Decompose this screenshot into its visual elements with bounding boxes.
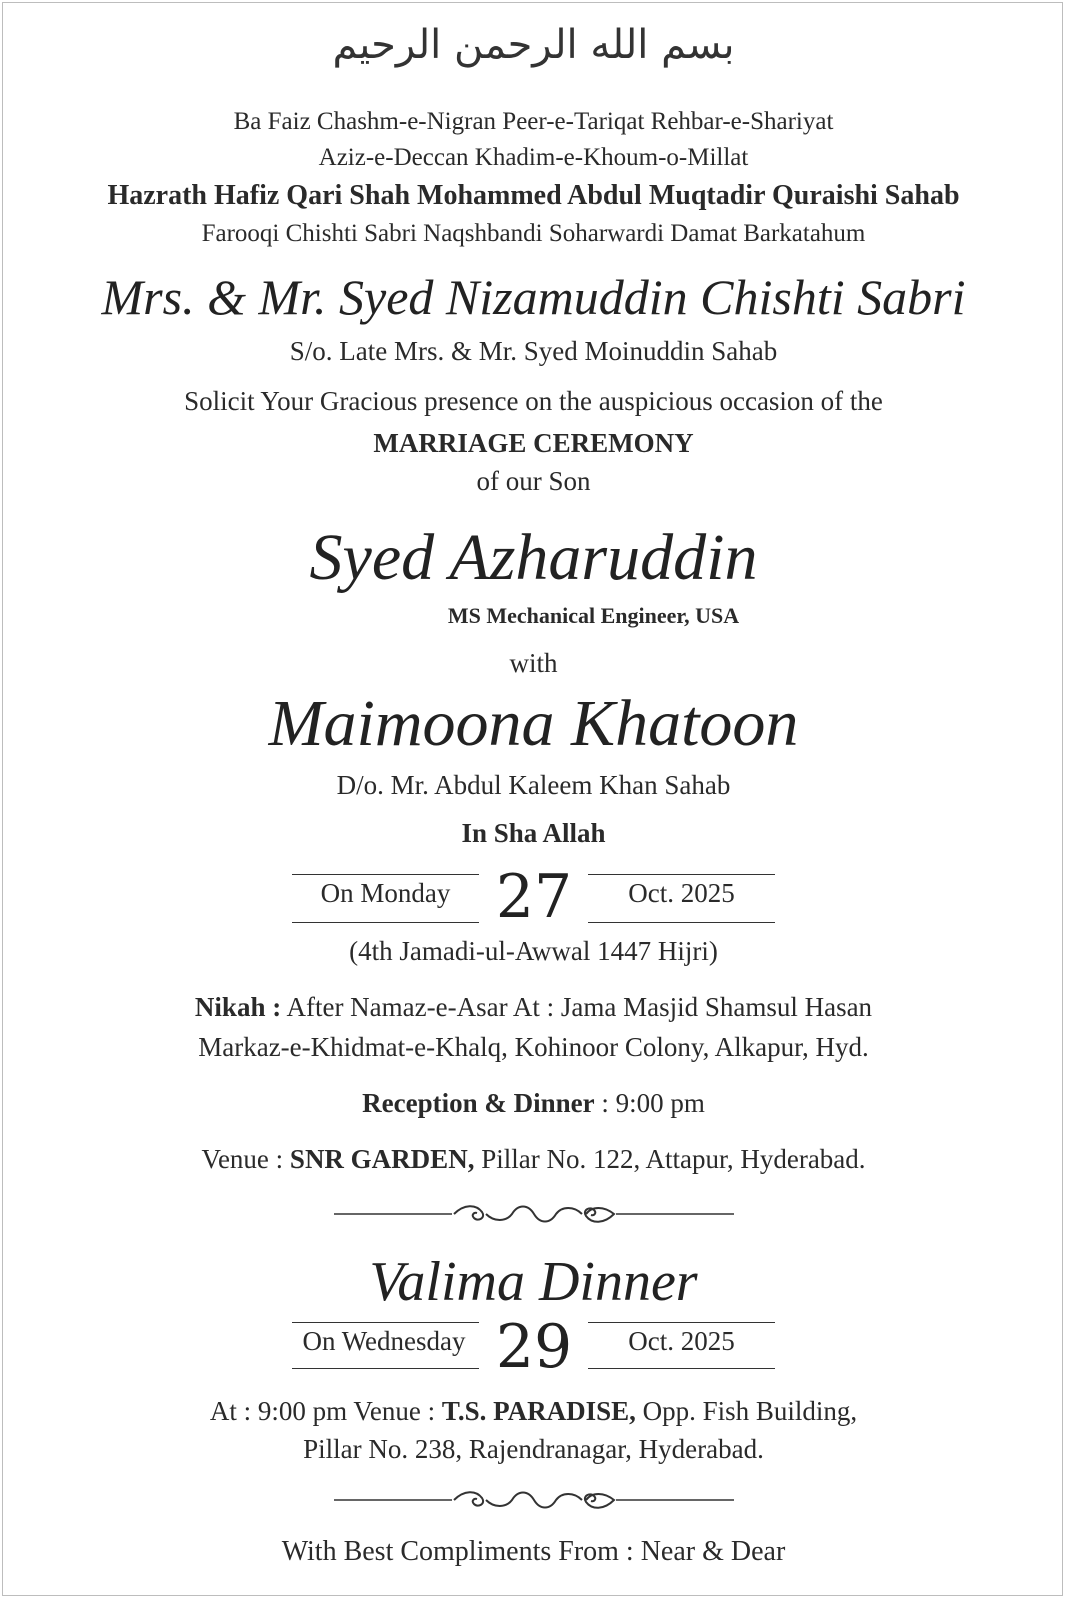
header-line-4: Farooqi Chishti Sabri Naqshbandi Soharwardi Damat Barkatahum [201, 220, 866, 247]
nikah-detail-1: After Namaz-e-Asar At : Jama Masjid Shamsul Hasan [286, 992, 873, 1022]
valima-rule-top-right [588, 1322, 775, 1323]
footer-compliments: With Best Compliments From : Near & Dear [281, 1536, 786, 1567]
date-rule-top-right [588, 874, 775, 875]
wedding-date-number: 27 [495, 862, 573, 932]
valima-month-year: Oct. 2025 [628, 1326, 735, 1356]
date-rule-bottom-left [292, 922, 479, 923]
venue-address: Pillar No. 122, Attapur, Hyderabad. [474, 1144, 866, 1174]
bride-name: Maimoona Khatoon [268, 687, 799, 760]
header-line-1: Ba Faiz Chashm-e-Nigran Peer-e-Tariqat Rehbar-e-Shariyat [233, 108, 834, 135]
valima-venue-line-2: Pillar No. 238, Rajendranagar, Hyderabad. [303, 1434, 764, 1464]
nikah-label: Nikah : [194, 992, 282, 1022]
ornament-divider-1 [334, 1200, 734, 1228]
host-parentage: S/o. Late Mrs. & Mr. Syed Moinuddin Sahab [289, 336, 778, 366]
nikah-line-1 [0, 992, 1067, 1023]
valima-rule-top-left [292, 1322, 479, 1323]
venue-label: Venue : [201, 1144, 290, 1174]
header-line-3: Hazrath Hafiz Qari Shah Mohammed Abdul Muqtadir Quraishi Sahab [107, 180, 960, 211]
header-line-2: Aziz-e-Deccan Khadim-e-Khoum-o-Millat [318, 144, 749, 171]
valima-date-number: 29 [495, 1312, 573, 1382]
invite-text: Solicit Your Gracious presence on the auspicious occasion of the [184, 386, 883, 416]
ornament-divider-2 [334, 1486, 734, 1514]
date-rule-bottom-right [588, 922, 775, 923]
valima-venue-prefix: At : 9:00 pm Venue : [209, 1396, 442, 1426]
nikah-detail-2: Markaz-e-Khidmat-e-Khalq, Kohinoor Colony, Alkapur, Hyd. [198, 1032, 869, 1062]
valima-title: Valima Dinner [369, 1251, 698, 1313]
groom-title: MS Mechanical Engineer, USA [447, 603, 740, 628]
occasion-title: MARRIAGE CEREMONY [373, 428, 694, 458]
valima-venue-suffix: Opp. Fish Building, [635, 1396, 858, 1426]
valima-venue-line-1 [0, 1396, 1067, 1427]
valima-venue-name: T.S. PARADISE, [441, 1396, 636, 1426]
reception-line [0, 1088, 1067, 1119]
wedding-month-year: Oct. 2025 [628, 878, 735, 908]
reception-time: : 9:00 pm [594, 1088, 705, 1118]
of-our-son: of our Son [476, 466, 591, 496]
host-names: Mrs. & Mr. Syed Nizamuddin Chishti Sabri [101, 269, 966, 325]
in-sha-allah: In Sha Allah [461, 818, 606, 848]
hijri-date: (4th Jamadi-ul-Awwal 1447 Hijri) [349, 936, 718, 966]
with-text: with [509, 648, 558, 678]
bismillah-calligraphy: بسم الله الرحمن الرحيم [332, 22, 735, 68]
valima-rule-bottom-right [588, 1368, 775, 1369]
venue-line [0, 1144, 1067, 1175]
date-rule-top-left [292, 874, 479, 875]
bride-parentage: D/o. Mr. Abdul Kaleem Khan Sahab [336, 770, 731, 800]
valima-day: On Wednesday [302, 1326, 466, 1356]
venue-name: SNR GARDEN, [289, 1144, 475, 1174]
reception-label: Reception & Dinner [362, 1088, 595, 1118]
valima-rule-bottom-left [292, 1368, 479, 1369]
wedding-day: On Monday [320, 878, 451, 908]
groom-name: Syed Azharuddin [309, 521, 758, 594]
